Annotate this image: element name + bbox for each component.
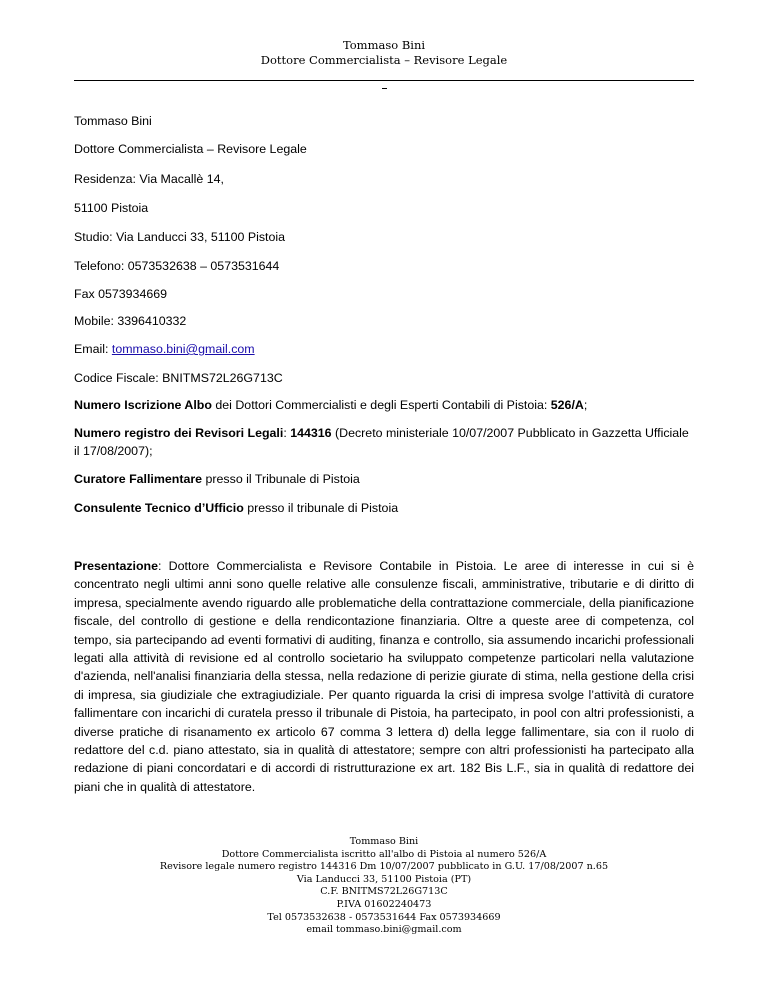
footer-address: Via Landucci 33, 51100 Pistoia (PT) bbox=[296, 873, 472, 885]
header-dash-mark bbox=[382, 88, 387, 89]
footer-name: Tommaso Bini bbox=[349, 836, 419, 847]
studio-line: Studio: Via Landucci 33, 51100 Pistoia bbox=[74, 230, 286, 244]
curatore-label: Curatore Fallimentare bbox=[74, 472, 203, 486]
fax-line: Fax 0573934669 bbox=[74, 287, 168, 301]
registro-number: 144316 bbox=[290, 426, 332, 440]
email-label: Email: bbox=[74, 342, 112, 356]
curatore-line bbox=[74, 470, 694, 488]
header-name: Tommaso Bini bbox=[342, 38, 426, 52]
header-divider bbox=[74, 80, 694, 81]
albo-text: dei Dottori Commercialisti e degli Esperti Contabili di Pistoia: bbox=[211, 398, 551, 412]
mobile-line: Mobile: 3396410332 bbox=[74, 314, 187, 328]
page-footer bbox=[0, 836, 768, 937]
curatore-text: presso il Tribunale di Pistoia bbox=[202, 472, 360, 486]
consulente-label: Consulente Tecnico d’Ufficio bbox=[74, 501, 244, 515]
footer-cf: C.F. BNITMS72L26G713C bbox=[320, 886, 448, 898]
albo-number: 526/A bbox=[550, 398, 584, 412]
body-name: Tommaso Bini bbox=[74, 114, 152, 128]
registro-label: Numero registro dei Revisori Legali bbox=[74, 426, 284, 440]
presentation-text: : Dottore Commercialista e Revisore Contabile in Pistoia. Le aree di interesse in cui si è concentrato negli ultimi anni sono quelle relative alle consulenze fiscali, amministrative, tributarie e di diritto di impresa, specialmente avendo riguardo alle problematiche della contrattazione commerciale, della pianificazione fiscale, del controllo di gestione e della rendicontazione finanziaria. Oltre a queste aree di competenza, col tempo, sia partecipando ad eventi formativi di auditing, finanza e controllo, sia assumendo incarichi professionali legati alla attività di revisione ed al controllo societario ha sviluppato competenze particolari nella valutazione d'azienda, nell'analisi finanziaria della stessa, nella redazione di perizie giurate di stima, nella gestione della crisi di impresa, sia giudiziale che extragiudiziale. Per quanto riguarda la crisi di impresa svolge l’attività di curatore fallimentare con incarichi di curatela presso il tribunale di Pistoia, ha partecipato, in pool con altri professionisti, a diverse pratiche di risanamento ex articolo 67 comma 3 lettera d) della legge fallimentare, sia con il ruolo di redattore del c.d. piano attestato, sia in qualità di attestatore; sempre con altri professionisti ha partecipato alla redazione di piani concordatari e di accordi di ristrutturazione ex art. 182 Bis L.F., sia in qualità di redattore dei piani che in qualità di attestatore. bbox=[74, 559, 694, 794]
email-line bbox=[74, 340, 694, 358]
footer-albo: Dottore Commercialista iscritto all'albo di Pistoia al numero 526/A bbox=[221, 848, 547, 860]
registro-sep: : bbox=[283, 426, 291, 440]
residence-line: Residenza: Via Macallè 14, bbox=[74, 172, 224, 186]
consulente-line bbox=[74, 499, 694, 517]
footer-piva: P.IVA 01602240473 bbox=[336, 898, 432, 910]
fiscal-code-line: Codice Fiscale: BNITMS72L26G713C bbox=[74, 371, 283, 385]
registro-text: (Decreto ministeriale 10/07/2007 Pubblicato in Gazzetta Ufficiale il 17/08/2007); bbox=[74, 426, 689, 458]
footer-registro: Revisore legale numero registro 144316 Dm 10/07/2007 pubblicato in G.U. 17/08/2007 n.65 bbox=[159, 861, 609, 873]
body-title: Dottore Commercialista – Revisore Legale bbox=[74, 142, 307, 156]
email-link[interactable]: tommaso.bini@gmail.com bbox=[111, 342, 255, 356]
albo-label: Numero Iscrizione Albo bbox=[74, 398, 212, 412]
footer-email: email tommaso.bini@gmail.com bbox=[306, 924, 462, 936]
registro-line bbox=[74, 424, 694, 460]
presentation-paragraph bbox=[74, 557, 694, 796]
city-line: 51100 Pistoia bbox=[74, 201, 149, 215]
footer-tel: Tel 0573532638 - 0573531644 Fax 0573934669 bbox=[267, 911, 501, 923]
consulente-text: presso il tribunale di Pistoia bbox=[243, 501, 399, 515]
albo-line bbox=[74, 396, 694, 414]
page-header bbox=[0, 38, 768, 68]
phone-line: Telefono: 0573532638 – 0573531644 bbox=[74, 259, 280, 273]
header-title: Dottore Commercialista – Revisore Legale bbox=[260, 53, 508, 67]
albo-end: ; bbox=[583, 398, 588, 412]
presentation-label: Presentazione bbox=[74, 559, 159, 573]
